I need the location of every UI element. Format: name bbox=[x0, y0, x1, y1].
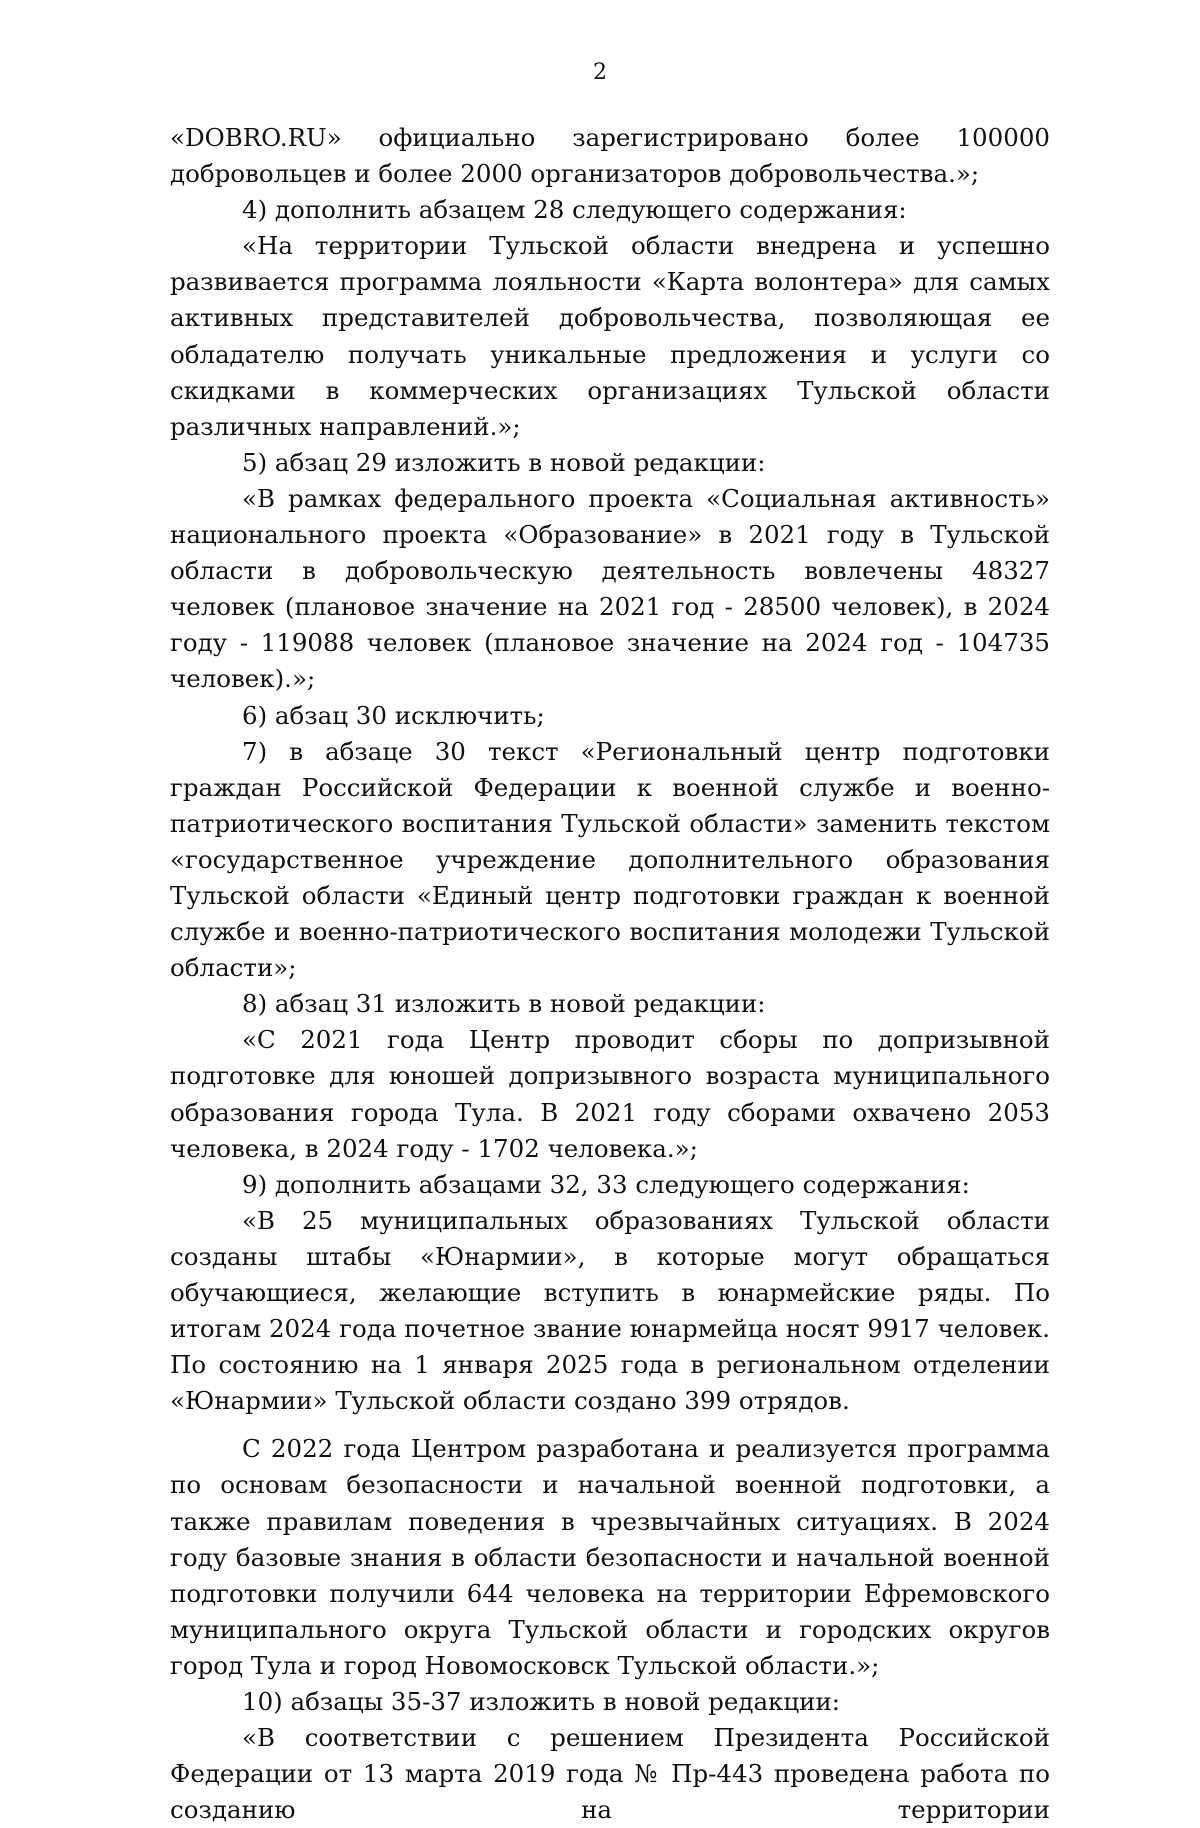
paragraph: С 2022 года Центром разработана и реализуется программа по основам безопасности и начальной военной подготовки, а также правилам поведения в чрезвычайных ситуациях. В 2024 году базовые знания в области безопасности и начальной военной подготовки получили 644 человека на территории Ефремовского муниципального округа Тульской области и городских округов город Тула и город Новомосковск Тульской области.»; bbox=[170, 1434, 1050, 1680]
paragraph: 6) абзац 30 исключить; bbox=[242, 700, 545, 730]
paragraph: 9) дополнить абзацами 32, 33 следующего содержания: bbox=[242, 1169, 970, 1199]
document-body bbox=[170, 120, 1050, 1828]
page-number: 2 bbox=[593, 60, 607, 85]
paragraph: 4) дополнить абзацем 28 следующего содержания: bbox=[242, 195, 907, 225]
paragraph: «В соответствии с решением Президента Российской Федерации от 13 марта 2019 года № Пр-443 проведена работа по созданию на территории bbox=[170, 1723, 1050, 1825]
paragraph: 10) абзацы 35-37 изложить в новой редакции: bbox=[242, 1687, 841, 1717]
paragraph: «DOBRO.RU» официально зарегистрировано более 100000 добровольцев и более 2000 организаторов добровольчества.»; bbox=[170, 123, 1050, 189]
paragraph: 5) абзац 29 изложить в новой редакции: bbox=[242, 447, 766, 477]
paragraph: «С 2021 года Центр проводит сборы по допризывной подготовке для юношей допризывного возраста муниципального образования города Тула. В 2021 году сборами охвачено 2053 человека, в 2024 году - 1702 человека.»; bbox=[170, 1025, 1050, 1163]
paragraph: «На территории Тульской области внедрена и успешно развивается программа лояльности «Карта волонтера» для самых активных представителей добровольчества, позволяющая ее обладателю получать уникальные предложения и услуги со скидками в коммерческих организациях Тульской области различных направлений.»; bbox=[170, 231, 1050, 441]
paragraph: «В 25 муниципальных образованиях Тульской области созданы штабы «Юнармии», в которые могут обращаться обучающиеся, желающие вступить в юнармейские ряды. По итогам 2024 года почетное звание юнармейца носят 9917 человек. По состоянию на 1 января 2025 года в региональном отделении «Юнармии» Тульской области создано 399 отрядов. bbox=[170, 1205, 1050, 1416]
paragraph: «В рамках федерального проекта «Социальная активность» национального проекта «Образование» в 2021 году в Тульской области в добровольческую деятельность вовлечены 48327 человек (плановое значение на 2021 год - 28500 человек), в 2024 году - 119088 человек (плановое значение на 2024 год - 104735 человек).»; bbox=[170, 483, 1050, 694]
paragraph: 7) в абзаце 30 текст «Региональный центр подготовки граждан Российской Федерации к военной службе и военно-патриотического воспитания Тульской области» заменить текстом «государственное учреждение дополнительного образования Тульской области «Единый центр подготовки граждан к военной службе и военно-патриотического воспитания молодежи Тульской области»; bbox=[170, 736, 1050, 983]
paragraph: 8) абзац 31 изложить в новой редакции: bbox=[242, 989, 766, 1019]
